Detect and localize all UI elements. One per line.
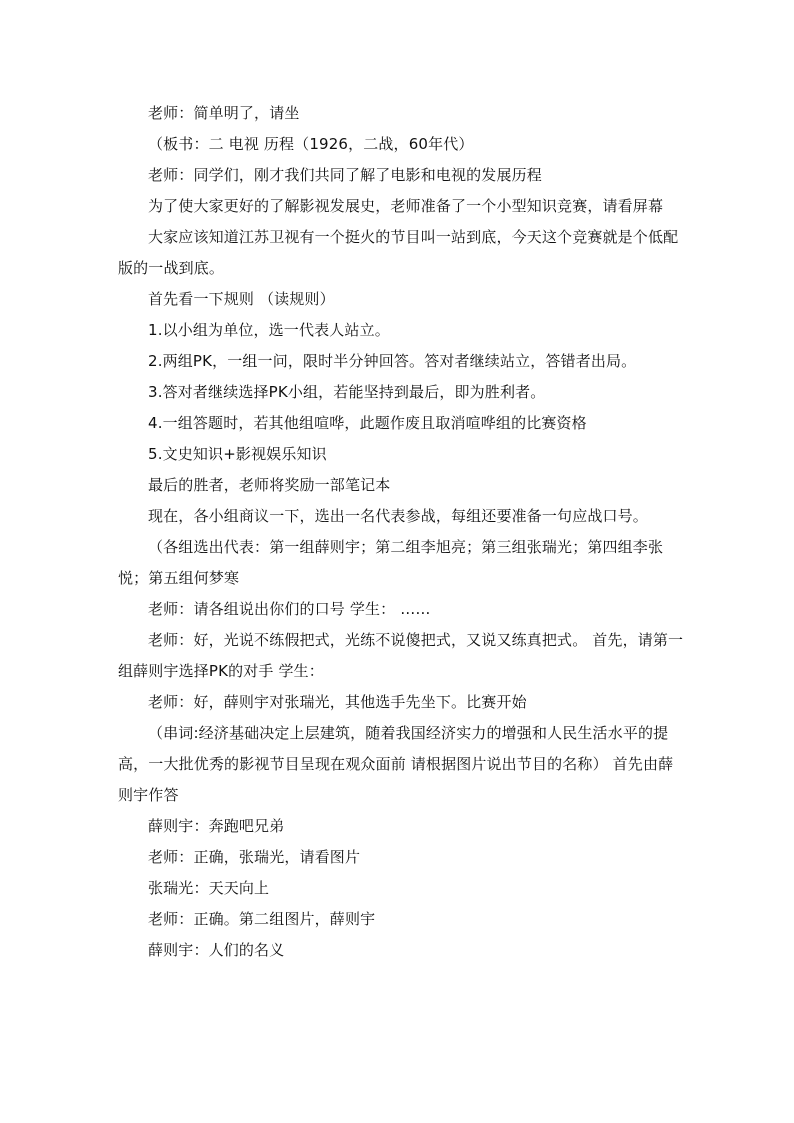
dialogue-line: 张瑞光：天天向上 — [148, 879, 270, 897]
rule-item: 4.一组答题时，若其他组喧哗，此题作废且取消喧哗组的比赛资格 — [148, 414, 587, 432]
dialogue-line: 老师：正确。第二组图片，薛则宇 — [148, 910, 376, 928]
paragraph: 老师：简单明了，请坐 — [148, 104, 300, 122]
paragraph: 首先看一下规则 （读规则） — [148, 290, 335, 308]
paragraph: （各组选出代表：第一组薛则宇；第二组李旭亮；第三组张瑞光；第四组李张悦；第五组何梦寒 — [118, 538, 664, 587]
rule-item: 1.以小组为单位，选一代表人站立。 — [148, 321, 390, 339]
paragraph: 老师：同学们，刚才我们共同了解了电影和电视的发展历程 — [148, 166, 542, 184]
paragraph: （板书：二 电视 历程（1926，二战，60年代） — [148, 135, 474, 153]
dialogue-line: 老师：正确，张瑞光，请看图片 — [148, 848, 361, 866]
paragraph: 最后的胜者，老师将奖励一部笔记本 — [148, 476, 391, 494]
paragraph: （串词:经济基础决定上层建筑，随着我国经济实力的增强和人民生活水平的提高，一大批优秀的影视节目呈现在观众面前 请根据图片说出节目的名称） 首先由薛则宇作答 — [118, 724, 674, 804]
dialogue-line: 老师：好，薛则宇对张瑞光，其他选手先坐下。比赛开始 — [148, 693, 527, 711]
paragraph: 为了使大家更好的了解影视发展史，老师准备了一个小型知识竞赛，请看屏幕 — [148, 197, 664, 215]
document-body — [118, 98, 688, 966]
dialogue-line: 老师：请各组说出你们的口号 学生： …… — [148, 600, 431, 618]
dialogue-line: 薛则宇：人们的名义 — [148, 941, 285, 959]
dialogue-line: 薛则宇：奔跑吧兄弟 — [148, 817, 285, 835]
paragraph: 现在，各小组商议一下，选出一名代表参战，每组还要准备一句应战口号。 — [148, 507, 648, 525]
rule-item: 3.答对者继续选择PK小组，若能坚持到最后，即为胜利者。 — [148, 383, 546, 401]
paragraph: 大家应该知道江苏卫视有一个挺火的节目叫一站到底，今天这个竞赛就是个低配版的一战到底。 — [118, 228, 679, 277]
rule-item: 2.两组PK，一组一问，限时半分钟回答。答对者继续站立，答错者出局。 — [148, 352, 637, 370]
dialogue-line: 老师：好，光说不练假把式，光练不说傻把式，又说又练真把式。 首先，请第一组薛则宇选择PK的对手 学生： — [118, 631, 684, 680]
rule-item: 5.文史知识+影视娱乐知识 — [148, 445, 327, 463]
